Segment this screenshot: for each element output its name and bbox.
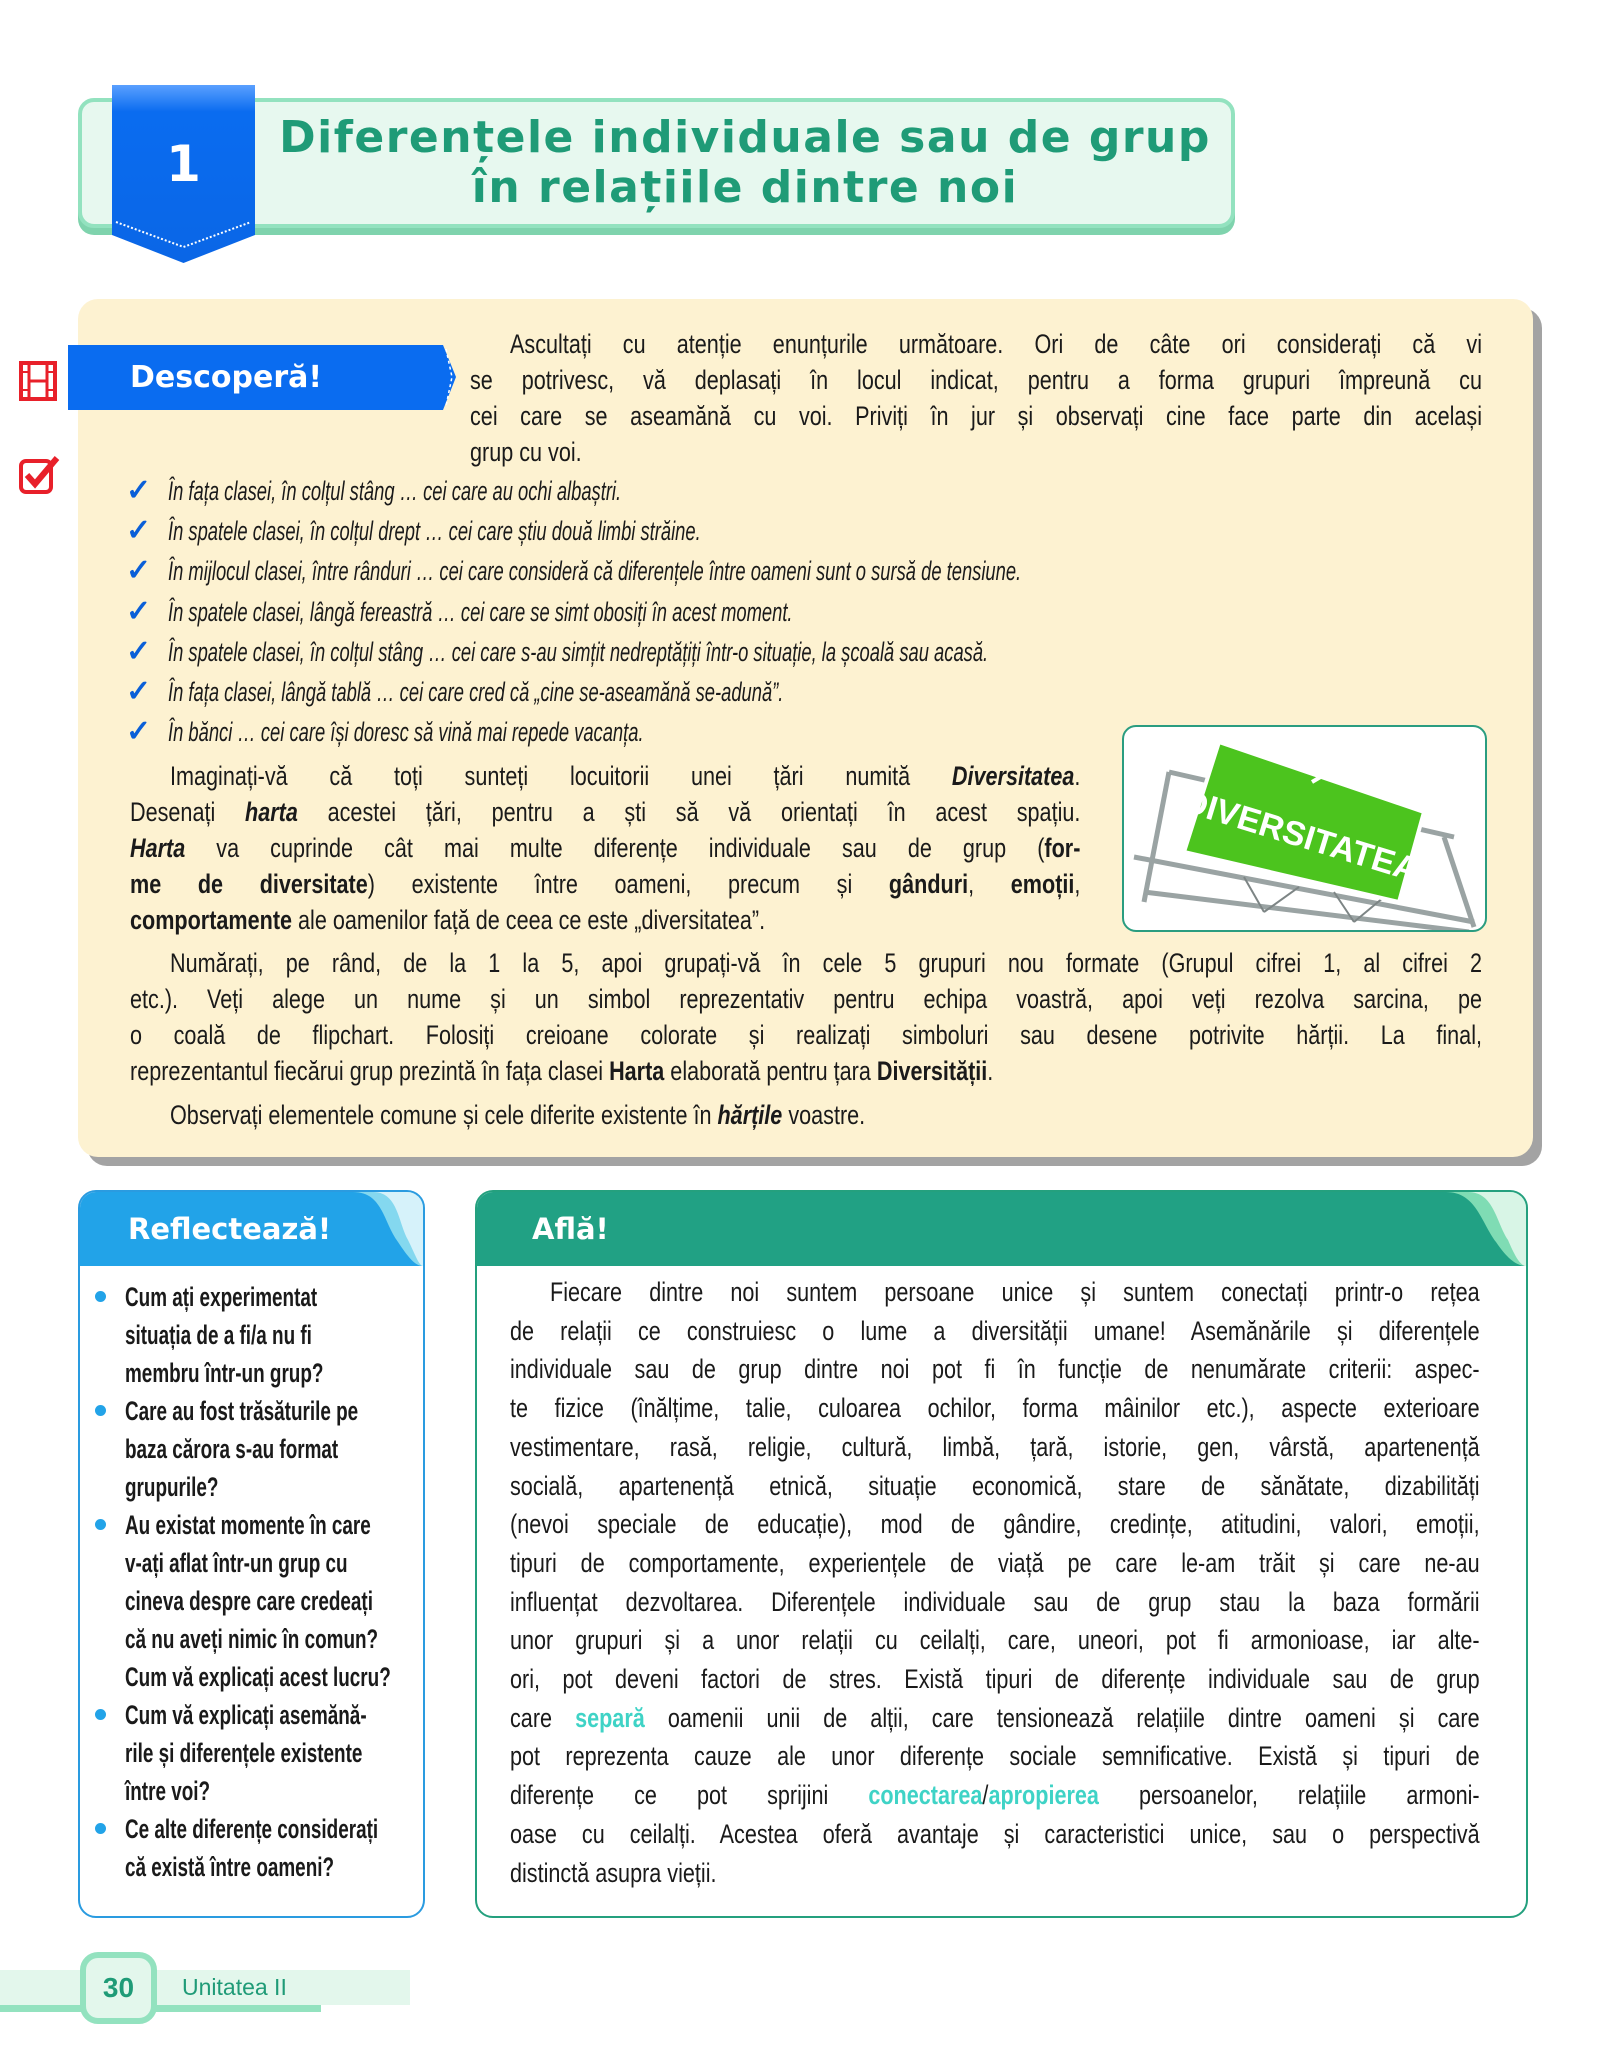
text-segment: emoții [1010,869,1075,899]
text-line [130,945,1482,981]
text-segment: me de diversitate [130,869,368,899]
lesson-number: 1 [166,135,201,193]
text-line [470,362,1482,398]
text-segment: . [1074,761,1081,791]
text-segment: , [1074,869,1081,899]
checklist-text: În bănci … cei care își doresc să vină mai repede vacanța. [168,717,644,748]
check-icon: ✓ [126,474,152,507]
reflect-question-line: baza cărora s-au format [125,1434,339,1464]
text-line [510,1467,1480,1506]
observe-paragraph [130,1097,1482,1133]
text-segment: acestei țări, pentru a ști să vă orientați în acest spațiu. [297,797,1081,827]
reflect-question-line: v-ați aflat într-un grup cu [125,1548,348,1578]
film-icon [18,361,58,401]
text-segment: hărțile [717,1100,783,1130]
text-segment: reprezentantul fiecărui grup prezintă în fața clasei [130,1056,610,1086]
text-line [470,434,1482,470]
text-segment: socială, apartenență etnică, situație economică, stare de sănătate, dizabilități [510,1470,1480,1501]
checklist-text: În spatele clasei, în colțul stâng … cei care s-au simțit nedreptățiți într-o situație, la școală sau acasă. [168,636,989,667]
text-segment: cei care se aseamănă cu voi. Priviți în jur și observați cine face parte din același [470,401,1482,431]
text-line [130,1017,1482,1053]
text-line [510,1544,1480,1583]
text-segment: influențat dezvoltarea. Diferențele individuale sau de grup stau la baza formării [510,1586,1480,1617]
checklist-text: În mijlocul clasei, între rânduri … cei care consideră că diferențele între oameni sunt o sursă de tensiune. [168,556,1022,587]
reflect-header [80,1192,423,1266]
reflect-question-line: între voi? [125,1776,211,1806]
reflect-question-line: Au existat momente în care [125,1510,371,1540]
text-line [130,830,1080,866]
reflect-title: Reflectează! [128,1212,332,1246]
text-line [510,1854,1480,1893]
text-line [130,902,1080,938]
reflect-question-line: Cum vă explicați asemănă- [125,1700,367,1730]
checklist-item [126,551,1423,591]
text-line [510,1273,1480,1312]
text-segment: Diversității [876,1056,988,1086]
checklist-item [126,471,834,511]
text-line [510,1737,1480,1776]
text-segment: etc.). Veți alege un nume și un simbol reprezentativ pentru echipa voastră, apoi veți rezolva sarcina, pe [130,984,1482,1014]
text-segment: gânduri [888,869,969,899]
checklist-item [126,712,867,752]
checklist-item [126,632,1374,672]
page-title [255,100,1235,226]
reflect-question-line: cineva despre care credeați [125,1586,373,1616]
checkbox-icon [18,455,60,495]
text-segment: Fiecare dintre noi suntem persoane unice și suntem conectați printr-o rețea [550,1277,1480,1307]
learn-header [477,1192,1526,1266]
text-segment: harta [245,797,298,827]
text-line [510,1505,1480,1544]
title-line-1: Diferențele individuale sau de grup [279,112,1211,163]
checklist-item [126,511,951,551]
learn-title: Află! [532,1212,609,1246]
checklist-text: În spatele clasei, lângă fereastră … cei care se simt obosiți în acest moment. [168,596,793,627]
text-segment: ale oamenilor față de ceea ce este „diversitatea”. [292,905,766,935]
footer-line [0,2005,321,2012]
checklist-text: În fața clasei, în colțul stâng … cei care au ochi albaștri. [168,476,622,506]
checklist-item [126,672,1073,712]
intro-paragraph [470,326,1482,470]
reflect-question-line: Cum ați experimentat [125,1282,318,1312]
reflect-question-line: că există între oameni? [125,1852,335,1882]
reflect-question-line: rile și diferențele existente [125,1738,363,1768]
text-segment: oamenii unii de alții, care tensionează relațiile dintre oameni și care [644,1702,1480,1733]
text-segment: Imaginați-vă că toți sunteți locuitorii unei țări numită [170,761,952,791]
text-segment: persoanelor, relațiile armoni- [1098,1780,1480,1811]
text-segment: / [982,1780,989,1811]
sign-text: DIVERSITATEA [1178,781,1424,890]
text-segment: voastre. [782,1100,866,1130]
text-segment: (nevoi speciale de educație), mod de gândire, credințe, atitudini, valori, emoții, [510,1509,1480,1540]
text-segment: Ascultați cu atenție enunțurile următoare. Ori de câte ori considerați că vi [510,329,1482,359]
check-icon: ✓ [126,554,152,588]
text-segment: va cuprinde cât mai multe diferențe individuale sau de grup ( [185,833,1045,863]
text-line [510,1389,1480,1428]
checklist-item [126,592,1086,632]
text-line [510,1776,1480,1815]
text-line [130,1097,1482,1133]
text-segment: vestimentare, rasă, religie, cultură, limbă, țară, istorie, gen, vârstă, apartenență [510,1431,1480,1462]
text-segment: de relații ce construiesc o lume a diversității umane! Asemănările și diferențele [510,1315,1480,1346]
learn-text [510,1273,1480,1892]
text-segment: ) existente între oameni, precum și [367,869,889,899]
bullet-icon [95,1823,106,1834]
diversity-sign-image [1122,725,1487,932]
text-segment: te fizice (înălțime, talie, culoarea ochilor, forma mâinilor etc.), aspecte exterioare [510,1393,1480,1424]
discover-title: Descoperă! [130,360,323,395]
text-segment: distinctă asupra vieții. [510,1857,717,1888]
text-line [510,1815,1480,1854]
reflect-question-line: Ce alte diferențe considerați [125,1814,379,1844]
text-segment: care [510,1702,576,1733]
check-icon: ✓ [126,514,152,548]
text-segment: . [987,1056,994,1086]
text-line [130,866,1080,902]
text-segment: Diversitatea [951,761,1075,791]
text-line [130,758,1080,794]
page-number: 30 [80,1952,157,2024]
reflect-question-line: grupurile? [125,1472,219,1502]
check-icon: ✓ [126,715,152,749]
text-segment: Observați elementele comune și cele diferite existente în [170,1100,718,1130]
map-task-paragraph [130,758,1080,938]
bullet-icon [95,1709,106,1720]
text-line [510,1660,1480,1699]
text-line [510,1699,1480,1738]
highlighted-term: apropierea [988,1780,1099,1811]
text-line [510,1350,1480,1389]
highlighted-term: separă [575,1702,645,1733]
text-segment: pot reprezenta cauze ale unor diferențe sociale semnificative. Există și tipuri de [510,1741,1480,1772]
reflect-question-line: Cum vă explicați acest lucru? [125,1662,391,1692]
unit-label: Unitatea II [182,1974,287,2000]
text-segment: unor grupuri și a unor relații cu ceilalți, care, uneori, pot fi armonioase, iar alte- [510,1625,1480,1656]
text-segment: comportamente [130,905,293,935]
text-segment: o coală de flipchart. Folosiți creioane colorate și realizați simboluri sau desene potrivite hărții. La final, [130,1020,1482,1050]
text-segment: oase cu ceilalți. Acestea oferă avantaje și caracteristici unice, sau o perspectivă [510,1818,1480,1849]
text-segment: ori, pot deveni factori de stres. Există tipuri de diferențe individuale sau de grup [510,1664,1480,1695]
text-segment: Harta [609,1056,665,1086]
check-icon: ✓ [126,634,152,668]
reflect-question-line: situația de a fi/a nu fi [125,1320,312,1350]
text-segment: , [968,869,1011,899]
bullet-icon [95,1405,106,1416]
text-segment: Numărați, pe rând, de la 1 la 5, apoi grupați-vă în cele 5 grupuri nou formate (Grupul cifrei 1, al cifrei 2 [170,948,1482,978]
title-line-2: în relațiile dintre noi [471,162,1019,213]
text-line [470,326,1482,362]
text-segment: diferențe ce pot sprijini [510,1780,869,1811]
checklist-text: În spatele clasei, în colțul drept … cei care știu două limbi străine. [168,516,701,547]
bullet-icon [95,1291,106,1302]
check-icon: ✓ [126,594,152,628]
text-line [470,398,1482,434]
reflect-question-line: Care au fost trăsăturile pe [125,1396,359,1426]
text-segment: individuale sau de grup dintre noi pot fi în funcție de nenumărate criterii: aspec- [510,1354,1480,1385]
text-segment: Harta [130,833,186,863]
text-line [510,1312,1480,1351]
text-line [130,1053,1482,1089]
highlighted-term: conectarea [868,1780,983,1811]
text-segment: Desenați [130,797,246,827]
checklist-text: În fața clasei, lângă tablă … cei care cred că „cine se-aseamănă se-adună”. [168,677,784,707]
text-line [510,1428,1480,1467]
reflect-question-line: membru într-un grup? [125,1358,324,1388]
check-icon: ✓ [126,675,152,708]
text-line [130,981,1482,1017]
text-segment: grup cu voi. [470,437,582,467]
reflect-question-line: că nu aveți nimic în comun? [125,1624,379,1654]
text-segment: se potrivesc, vă deplasați în locul indicat, pentru a forma grupuri împreună cu [470,365,1482,395]
groups-paragraph [130,945,1482,1089]
text-segment: for- [1044,833,1081,863]
bullet-icon [95,1519,106,1530]
text-segment: tipuri de comportamente, experiențele de viață pe care le-am trăit și care ne-au [510,1547,1480,1578]
text-segment: elaborată pentru țara [664,1056,877,1086]
text-line [130,794,1080,830]
text-line [510,1583,1480,1622]
text-line [510,1621,1480,1660]
